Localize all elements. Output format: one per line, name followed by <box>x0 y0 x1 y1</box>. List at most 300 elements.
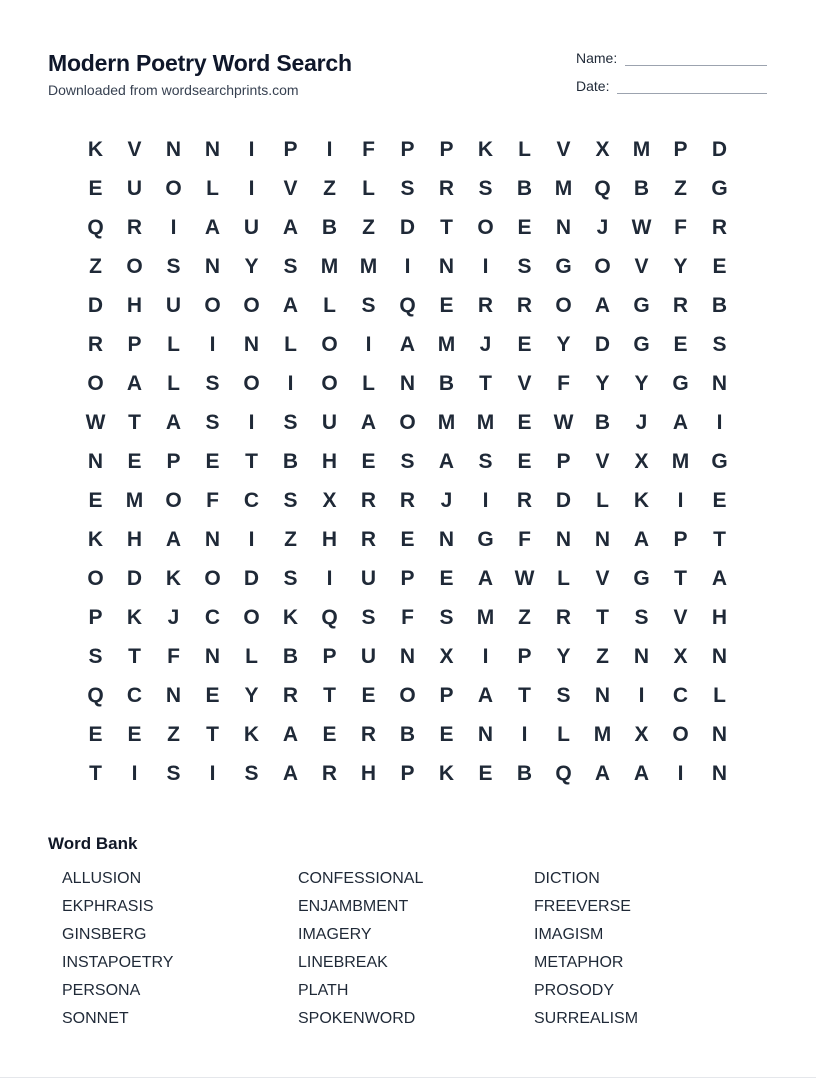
grid-letter[interactable]: S <box>361 293 376 317</box>
word-bank-item: SPOKENWORD <box>298 1010 416 1027</box>
grid-letter[interactable]: M <box>554 176 573 200</box>
name-field[interactable] <box>576 50 767 66</box>
grid-letter[interactable]: S <box>439 605 454 629</box>
grid-letter[interactable]: F <box>674 215 687 239</box>
grid-letter[interactable]: N <box>399 644 416 668</box>
grid-letter[interactable]: U <box>360 566 377 590</box>
grid-letter[interactable]: N <box>243 332 260 356</box>
grid-letter[interactable]: S <box>283 254 298 278</box>
grid-letter[interactable]: J <box>167 605 180 629</box>
grid-letter[interactable]: H <box>360 761 377 785</box>
grid-letter[interactable]: M <box>320 254 339 278</box>
grid-letter[interactable]: V <box>595 566 610 590</box>
grid-letter[interactable]: E <box>673 332 688 356</box>
grid-letter[interactable]: S <box>361 605 376 629</box>
grid-letter[interactable]: F <box>362 137 375 161</box>
grid-letter[interactable]: N <box>711 761 728 785</box>
grid-letter[interactable]: X <box>439 644 454 668</box>
grid-letter[interactable]: B <box>633 176 650 200</box>
grid-letter[interactable]: G <box>672 371 689 395</box>
grid-letter[interactable]: E <box>400 527 415 551</box>
grid-letter[interactable]: S <box>283 410 298 434</box>
grid-letter[interactable]: L <box>206 176 219 200</box>
grid-letter[interactable]: R <box>399 488 416 512</box>
grid-letter[interactable]: E <box>439 566 454 590</box>
grid-letter[interactable]: P <box>439 137 454 161</box>
grid-letter[interactable]: Y <box>556 644 571 668</box>
grid-letter[interactable]: B <box>516 176 533 200</box>
grid-letter[interactable]: N <box>477 722 494 746</box>
grid-letter[interactable]: E <box>205 683 220 707</box>
grid-letter[interactable]: L <box>557 566 570 590</box>
grid-letter[interactable]: T <box>128 644 141 668</box>
grid-letter[interactable]: A <box>399 332 416 356</box>
grid-letter[interactable]: O <box>399 410 416 434</box>
grid-letter[interactable]: I <box>209 761 216 785</box>
grid-letter[interactable]: T <box>596 605 609 629</box>
grid-letter[interactable]: P <box>283 137 298 161</box>
grid-letter[interactable]: Z <box>362 215 375 239</box>
grid-letter[interactable]: F <box>401 605 414 629</box>
grid-letter[interactable]: E <box>127 449 142 473</box>
grid-letter[interactable]: F <box>167 644 180 668</box>
grid-letter[interactable]: N <box>204 644 221 668</box>
grid-letter[interactable]: T <box>518 683 531 707</box>
grid-letter[interactable]: S <box>634 605 649 629</box>
grid-letter[interactable]: M <box>359 254 378 278</box>
grid-letter[interactable]: P <box>88 605 103 629</box>
grid-letter[interactable]: J <box>479 332 492 356</box>
grid-letter[interactable]: X <box>634 449 649 473</box>
grid-letter[interactable]: A <box>165 527 182 551</box>
grid-letter[interactable]: A <box>711 566 728 590</box>
grid-letter[interactable]: S <box>244 761 259 785</box>
grid-letter[interactable]: C <box>204 605 221 629</box>
grid-letter[interactable]: Z <box>596 644 609 668</box>
grid-letter[interactable]: J <box>440 488 453 512</box>
grid-letter[interactable]: P <box>166 449 181 473</box>
grid-letter[interactable]: E <box>712 488 727 512</box>
grid-letter[interactable]: R <box>438 176 455 200</box>
grid-letter[interactable]: D <box>126 566 143 590</box>
grid-letter[interactable]: T <box>674 566 687 590</box>
grid-letter[interactable]: Q <box>87 683 104 707</box>
grid-letter[interactable]: P <box>517 644 532 668</box>
grid-letter[interactable]: N <box>555 527 572 551</box>
grid-letter[interactable]: T <box>479 371 492 395</box>
grid-letter[interactable]: S <box>283 566 298 590</box>
grid-letter[interactable]: N <box>711 722 728 746</box>
grid-letter[interactable]: L <box>362 176 375 200</box>
grid-letter[interactable]: K <box>633 488 650 512</box>
grid-letter[interactable]: E <box>88 722 103 746</box>
grid-letter[interactable]: L <box>167 332 180 356</box>
grid-letter[interactable]: I <box>521 722 528 746</box>
grid-letter[interactable]: O <box>243 293 260 317</box>
grid-letter[interactable]: S <box>556 683 571 707</box>
grid-letter[interactable]: I <box>638 683 645 707</box>
grid-letter[interactable]: Z <box>518 605 531 629</box>
grid-letter[interactable]: A <box>633 527 650 551</box>
grid-letter[interactable]: J <box>596 215 609 239</box>
word-bank-item: IMAGISM <box>534 926 604 943</box>
grid-letter[interactable]: K <box>243 722 260 746</box>
grid-letter[interactable]: M <box>437 410 456 434</box>
grid-letter[interactable]: S <box>166 761 181 785</box>
grid-letter[interactable]: K <box>165 566 182 590</box>
grid-letter[interactable]: T <box>245 449 258 473</box>
grid-letter[interactable]: D <box>243 566 260 590</box>
grid-letter[interactable]: O <box>165 488 182 512</box>
grid-letter[interactable]: E <box>88 176 103 200</box>
grid-letter[interactable]: A <box>282 761 299 785</box>
grid-letter[interactable]: N <box>204 254 221 278</box>
grid-letter[interactable]: N <box>399 371 416 395</box>
grid-letter[interactable]: N <box>594 527 611 551</box>
grid-letter[interactable]: G <box>633 332 650 356</box>
grid-letter[interactable]: O <box>87 566 104 590</box>
grid-letter[interactable]: F <box>206 488 219 512</box>
grid-letter[interactable]: S <box>712 332 727 356</box>
grid-letter[interactable]: Y <box>673 254 688 278</box>
grid-letter[interactable]: U <box>360 644 377 668</box>
grid-letter[interactable]: O <box>243 605 260 629</box>
grid-letter[interactable]: R <box>321 761 338 785</box>
grid-letter[interactable]: I <box>482 488 489 512</box>
grid-letter[interactable]: M <box>632 137 651 161</box>
grid-letter[interactable]: O <box>87 371 104 395</box>
grid-letter[interactable]: X <box>673 644 688 668</box>
grid-letter[interactable]: B <box>321 215 338 239</box>
grid-letter[interactable]: Q <box>321 605 338 629</box>
grid-letter[interactable]: H <box>321 449 338 473</box>
grid-letter[interactable]: Z <box>89 254 102 278</box>
grid-letter[interactable]: I <box>365 332 372 356</box>
grid-letter[interactable]: Z <box>284 527 297 551</box>
grid-letter[interactable]: A <box>438 449 455 473</box>
grid-letter[interactable]: E <box>712 254 727 278</box>
grid-letter[interactable]: D <box>399 215 416 239</box>
grid-letter[interactable]: S <box>88 644 103 668</box>
grid-letter[interactable]: A <box>477 566 494 590</box>
grid-letter[interactable]: S <box>400 449 415 473</box>
grid-letter[interactable]: I <box>482 254 489 278</box>
grid-letter[interactable]: W <box>514 566 535 590</box>
grid-letter[interactable]: P <box>127 332 142 356</box>
grid-letter[interactable]: B <box>438 371 455 395</box>
grid-letter[interactable]: N <box>438 527 455 551</box>
grid-letter[interactable]: N <box>204 527 221 551</box>
grid-letter[interactable]: A <box>282 722 299 746</box>
grid-letter[interactable]: S <box>517 254 532 278</box>
grid-letter[interactable]: I <box>716 410 723 434</box>
word-bank-item: IMAGERY <box>298 926 372 943</box>
grid-letter[interactable]: T <box>713 527 726 551</box>
date-line[interactable] <box>617 81 767 94</box>
grid-letter[interactable]: O <box>321 371 338 395</box>
grid-letter[interactable]: N <box>633 644 650 668</box>
grid-letter[interactable]: V <box>283 176 298 200</box>
grid-letter[interactable]: A <box>594 293 611 317</box>
grid-letter[interactable]: R <box>516 293 533 317</box>
date-field[interactable] <box>576 78 767 94</box>
grid-letter[interactable]: O <box>204 293 221 317</box>
grid-letter[interactable]: G <box>633 566 650 590</box>
grid-letter[interactable]: R <box>711 215 728 239</box>
grid-letter[interactable]: T <box>440 215 453 239</box>
grid-letter[interactable]: F <box>518 527 531 551</box>
grid-letter[interactable]: I <box>677 761 684 785</box>
grid-letter[interactable]: Q <box>399 293 416 317</box>
grid-letter[interactable]: U <box>126 176 143 200</box>
grid-letter[interactable]: I <box>248 410 255 434</box>
grid-letter[interactable]: G <box>477 527 494 551</box>
grid-letter[interactable]: O <box>165 176 182 200</box>
grid-letter[interactable]: A <box>165 410 182 434</box>
grid-letter[interactable]: I <box>248 176 255 200</box>
grid-letter[interactable]: X <box>322 488 337 512</box>
grid-letter[interactable]: M <box>476 410 495 434</box>
grid-letter[interactable]: E <box>439 293 454 317</box>
grid-letter[interactable]: I <box>482 644 489 668</box>
grid-letter[interactable]: O <box>672 722 689 746</box>
grid-letter[interactable]: L <box>362 371 375 395</box>
grid-letter[interactable]: P <box>439 683 454 707</box>
grid-letter[interactable]: E <box>517 332 532 356</box>
grid-letter[interactable]: I <box>326 137 333 161</box>
grid-letter[interactable]: W <box>631 215 652 239</box>
grid-letter[interactable]: U <box>165 293 182 317</box>
grid-letter[interactable]: U <box>243 215 260 239</box>
grid-letter[interactable]: Y <box>556 332 571 356</box>
grid-letter[interactable]: S <box>205 371 220 395</box>
grid-letter[interactable]: N <box>204 137 221 161</box>
grid-letter[interactable]: P <box>400 566 415 590</box>
grid-letter[interactable]: Z <box>167 722 180 746</box>
name-line[interactable] <box>625 53 767 66</box>
grid-letter[interactable]: G <box>633 293 650 317</box>
grid-letter[interactable]: K <box>87 527 104 551</box>
grid-letter[interactable]: I <box>287 371 294 395</box>
grid-letter[interactable]: I <box>404 254 411 278</box>
grid-letter[interactable]: V <box>673 605 688 629</box>
grid-letter[interactable]: O <box>477 215 494 239</box>
grid-letter[interactable]: N <box>165 683 182 707</box>
grid-letter[interactable]: P <box>556 449 571 473</box>
grid-letter[interactable]: B <box>516 761 533 785</box>
grid-letter[interactable]: P <box>400 761 415 785</box>
page-title: Modern Poetry Word Search <box>48 50 352 76</box>
grid-letter[interactable]: B <box>399 722 416 746</box>
grid-letter[interactable]: R <box>516 488 533 512</box>
grid-letter[interactable]: M <box>125 488 144 512</box>
grid-letter[interactable]: I <box>248 137 255 161</box>
grid-letter[interactable]: N <box>438 254 455 278</box>
grid-letter[interactable]: K <box>477 137 494 161</box>
grid-letter[interactable]: V <box>595 449 610 473</box>
grid-letter[interactable]: Z <box>323 176 336 200</box>
grid-letter[interactable]: Y <box>244 683 259 707</box>
grid-letter[interactable]: V <box>634 254 649 278</box>
grid-letter[interactable]: M <box>437 332 456 356</box>
grid-letter[interactable]: L <box>323 293 336 317</box>
grid-letter[interactable]: E <box>205 449 220 473</box>
grid-letter[interactable]: F <box>557 371 570 395</box>
word-bank-item: ENJAMBMENT <box>298 898 409 915</box>
grid-letter[interactable]: S <box>205 410 220 434</box>
grid-letter[interactable]: V <box>517 371 532 395</box>
grid-letter[interactable]: X <box>634 722 649 746</box>
grid-letter[interactable]: R <box>360 527 377 551</box>
grid-letter[interactable]: V <box>556 137 571 161</box>
grid-letter[interactable]: O <box>555 293 572 317</box>
grid-letter[interactable]: A <box>360 410 377 434</box>
grid-letter[interactable]: B <box>594 410 611 434</box>
grid-letter[interactable]: V <box>127 137 142 161</box>
grid-letter[interactable]: W <box>553 410 574 434</box>
grid-letter[interactable]: A <box>282 293 299 317</box>
grid-letter[interactable]: A <box>126 371 143 395</box>
grid-letter[interactable]: C <box>243 488 260 512</box>
grid-letter[interactable]: L <box>596 488 609 512</box>
grid-letter[interactable]: M <box>593 722 612 746</box>
grid-letter[interactable]: T <box>89 761 102 785</box>
grid-letter[interactable]: E <box>127 722 142 746</box>
grid-letter[interactable]: Y <box>244 254 259 278</box>
grid-letter[interactable]: B <box>282 644 299 668</box>
grid-letter[interactable]: K <box>282 605 299 629</box>
grid-letter[interactable]: A <box>282 215 299 239</box>
grid-letter[interactable]: Q <box>87 215 104 239</box>
grid-letter[interactable]: H <box>321 527 338 551</box>
grid-letter[interactable]: K <box>126 605 143 629</box>
grid-letter[interactable]: S <box>478 176 493 200</box>
source-subtitle: Downloaded from wordsearchprints.com <box>48 82 299 98</box>
grid-letter[interactable]: R <box>87 332 104 356</box>
grid-letter[interactable]: C <box>672 683 689 707</box>
grid-letter[interactable]: Z <box>674 176 687 200</box>
grid-letter[interactable]: R <box>477 293 494 317</box>
grid-letter[interactable]: H <box>126 527 143 551</box>
word-bank-item: LINEBREAK <box>298 954 388 971</box>
grid-letter[interactable]: M <box>476 605 495 629</box>
grid-letter[interactable]: P <box>322 644 337 668</box>
grid-letter[interactable]: G <box>555 254 572 278</box>
grid-letter[interactable]: Q <box>555 761 572 785</box>
grid-letter[interactable]: A <box>633 761 650 785</box>
grid-letter[interactable]: E <box>361 683 376 707</box>
grid-letter[interactable]: W <box>85 410 106 434</box>
grid-letter[interactable]: A <box>672 410 689 434</box>
grid-letter[interactable]: O <box>126 254 143 278</box>
grid-letter[interactable]: I <box>131 761 138 785</box>
grid-letter[interactable]: B <box>282 449 299 473</box>
grid-letter[interactable]: L <box>713 683 726 707</box>
grid-letter[interactable]: O <box>594 254 611 278</box>
grid-letter[interactable]: N <box>165 137 182 161</box>
grid-letter[interactable]: A <box>594 761 611 785</box>
grid-letter[interactable]: T <box>128 410 141 434</box>
grid-letter[interactable]: S <box>166 254 181 278</box>
grid-letter[interactable]: L <box>557 722 570 746</box>
grid-letter[interactable]: R <box>672 293 689 317</box>
grid-letter[interactable]: C <box>126 683 143 707</box>
grid-letter[interactable]: G <box>711 449 728 473</box>
grid-letter[interactable]: R <box>282 683 299 707</box>
grid-letter[interactable]: K <box>438 761 455 785</box>
grid-letter[interactable]: Y <box>595 371 610 395</box>
grid-letter[interactable]: N <box>87 449 104 473</box>
grid-letter[interactable]: O <box>243 371 260 395</box>
grid-letter[interactable]: O <box>399 683 416 707</box>
grid-letter[interactable]: E <box>517 215 532 239</box>
grid-letter[interactable]: R <box>555 605 572 629</box>
grid-letter[interactable]: Q <box>594 176 611 200</box>
grid-letter[interactable]: X <box>595 137 610 161</box>
grid-letter[interactable]: E <box>439 722 454 746</box>
grid-letter[interactable]: P <box>400 137 415 161</box>
grid-letter[interactable]: R <box>126 215 143 239</box>
grid-letter[interactable]: J <box>635 410 648 434</box>
grid-letter[interactable]: M <box>671 449 690 473</box>
grid-letter[interactable]: H <box>711 605 728 629</box>
grid-letter[interactable]: T <box>323 683 336 707</box>
grid-letter[interactable]: I <box>248 527 255 551</box>
grid-letter[interactable]: D <box>711 137 728 161</box>
grid-letter[interactable]: S <box>400 176 415 200</box>
grid-letter[interactable]: Y <box>634 371 649 395</box>
grid-letter[interactable]: L <box>518 137 531 161</box>
grid-letter[interactable]: N <box>555 215 572 239</box>
grid-letter[interactable]: O <box>321 332 338 356</box>
grid-letter[interactable]: H <box>126 293 143 317</box>
grid-letter[interactable]: E <box>322 722 337 746</box>
grid-letter[interactable]: N <box>711 371 728 395</box>
grid-letter[interactable]: I <box>677 488 684 512</box>
grid-letter[interactable]: A <box>477 683 494 707</box>
grid-letter[interactable]: L <box>167 371 180 395</box>
grid-letter[interactable]: D <box>555 488 572 512</box>
grid-letter[interactable]: E <box>517 410 532 434</box>
grid-letter[interactable]: U <box>321 410 338 434</box>
grid-letter[interactable]: I <box>326 566 333 590</box>
grid-letter[interactable]: E <box>361 449 376 473</box>
grid-letter[interactable]: O <box>204 566 221 590</box>
grid-letter[interactable]: B <box>711 293 728 317</box>
grid-letter[interactable]: I <box>170 215 177 239</box>
grid-letter[interactable]: E <box>517 449 532 473</box>
grid-letter[interactable]: S <box>283 488 298 512</box>
grid-letter[interactable]: N <box>711 644 728 668</box>
grid-letter[interactable]: D <box>87 293 104 317</box>
grid-letter[interactable]: E <box>88 488 103 512</box>
grid-letter[interactable]: T <box>206 722 219 746</box>
grid-letter[interactable]: P <box>673 137 688 161</box>
grid-letter[interactable]: I <box>209 332 216 356</box>
grid-letter[interactable]: L <box>245 644 258 668</box>
grid-letter[interactable]: N <box>594 683 611 707</box>
grid-letter[interactable]: A <box>204 215 221 239</box>
grid-letter[interactable]: R <box>360 488 377 512</box>
grid-letter[interactable]: D <box>594 332 611 356</box>
grid-letter[interactable]: L <box>284 332 297 356</box>
grid-letter[interactable]: S <box>478 449 493 473</box>
grid-letter[interactable]: K <box>87 137 104 161</box>
grid-letter[interactable]: G <box>711 176 728 200</box>
grid-letter[interactable]: E <box>478 761 493 785</box>
grid-letter[interactable]: P <box>673 527 688 551</box>
grid-letter[interactable]: R <box>360 722 377 746</box>
